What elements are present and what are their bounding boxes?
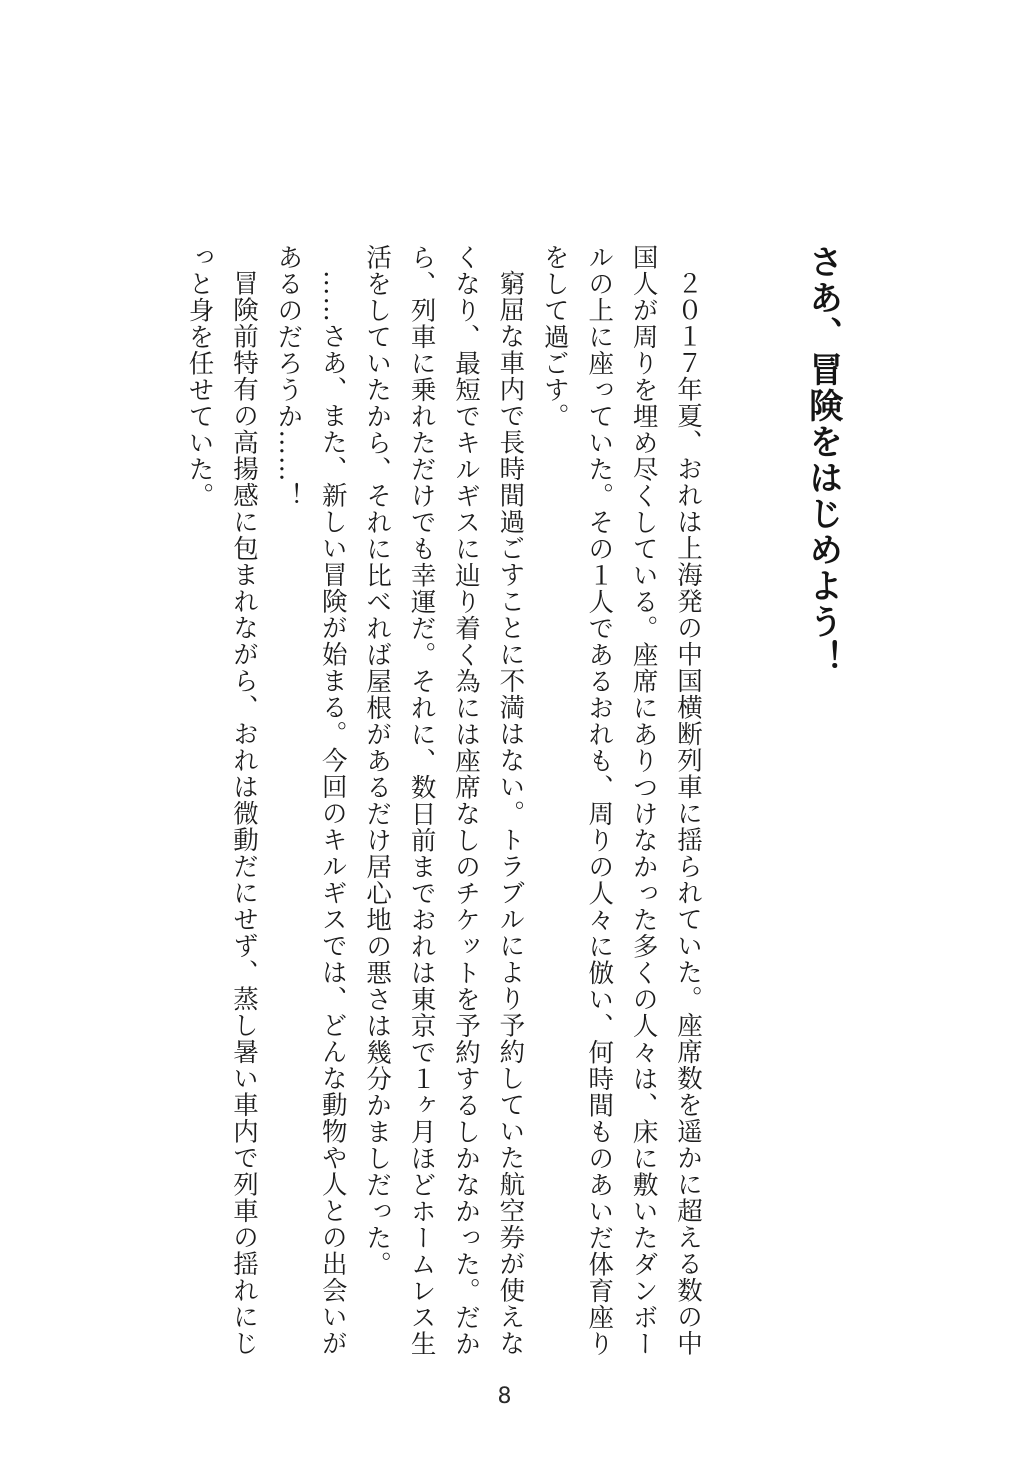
page-number: 8	[497, 1384, 512, 1409]
body-text	[180, 244, 710, 1364]
paragraph-2: 窮屈な車内で長時間過ごすことに不満はない。トラブルにより予約していた航空券が使えなくなり、最短でキルギスに辿り着く為には座席なしのチケットを予約するしかなかった。だから、列車に乗れただけでも幸運だ。それに、数日前までおれは東京で１ヶ月ほどホームレス生活をしていたから、それに比べれば屋根があるだけ居心地の悪さは幾分かましだった。	[362, 244, 526, 1357]
paragraph-4: 冒険前特有の高揚感に包まれながら、おれは微動だにせず、蒸し暑い車内で列車の揺れにじっと身を任せていた。	[184, 244, 259, 1356]
paragraph-1: ２０１７年夏、おれは上海発の中国横断列車に揺られていた。座席数を遥かに超える数の中国人が周りを埋め尽くしている。座席にありつけなかった多くの人々は、床に敷いたダンボールの上に座っていた。その１人であるおれも、周りの人々に倣い、何時間ものあいだ体育座りをして過ごす。	[539, 244, 703, 1357]
paragraph-3: ……さあ、また、新しい冒険が始まる。今回のキルギスでは、どんな動物や人との出会いがあるのだろうか……！	[273, 244, 348, 1356]
chapter-heading: さあ、冒険をはじめよう！	[802, 244, 843, 676]
